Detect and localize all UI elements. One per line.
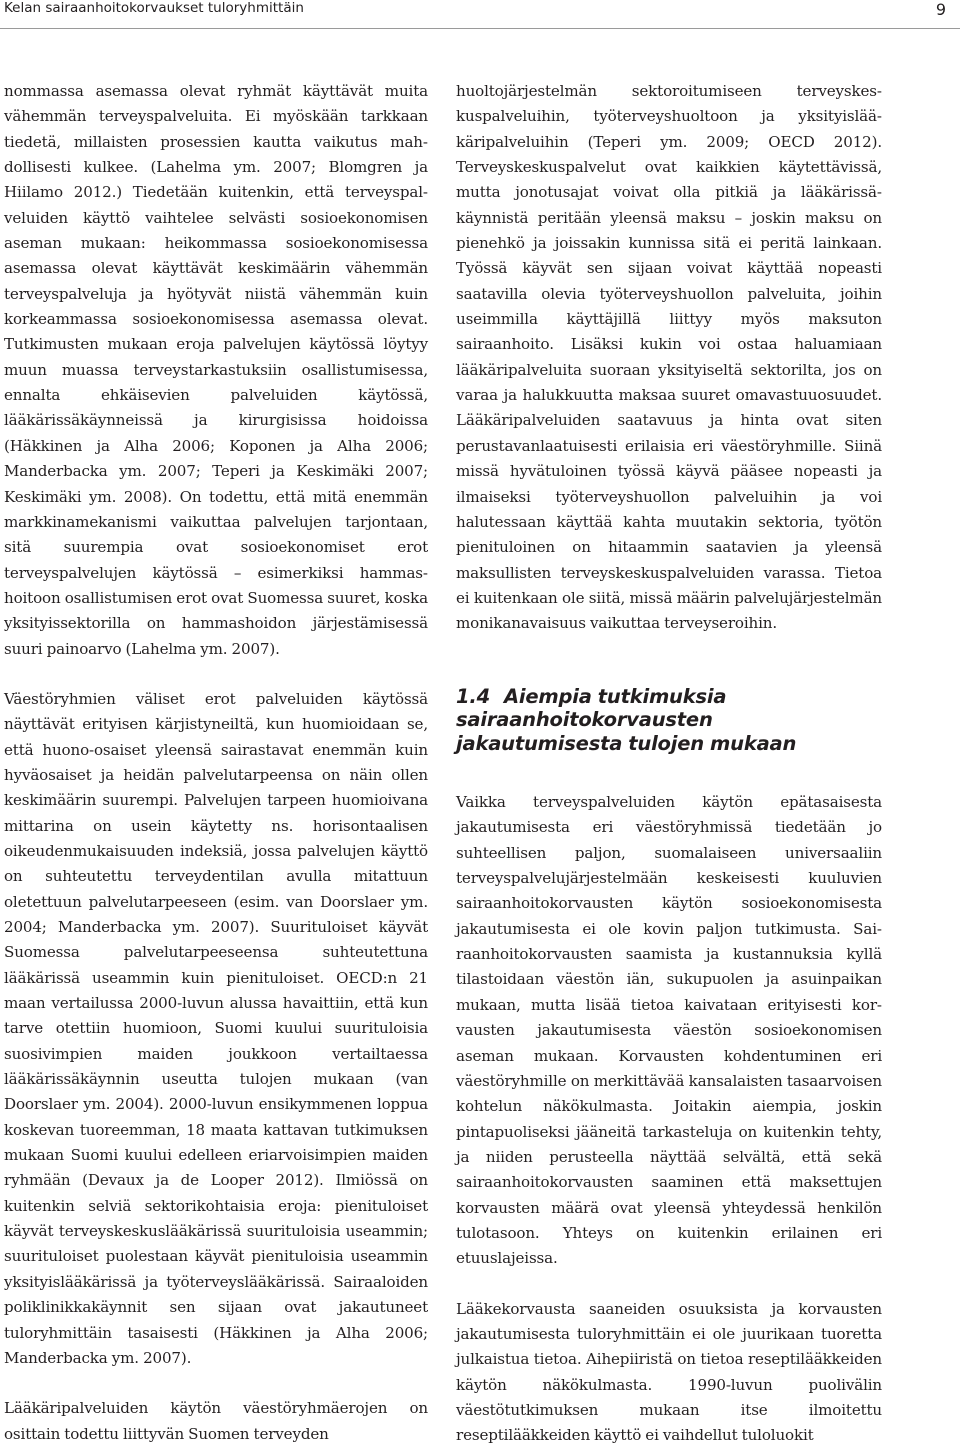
section-heading bbox=[456, 685, 882, 756]
paragraph-gap bbox=[4, 1371, 428, 1396]
left-column bbox=[4, 79, 428, 1447]
paragraph-gap bbox=[4, 662, 428, 687]
running-title: Kelan sairaanhoitokorvaukset tuloryhmittäin bbox=[4, 0, 304, 16]
body-paragraph: huoltojärjestelmän sektoroitumiseen terveyskeskuspalveluihin, työterveyshuoltoon ja yksityislääkäripalveluihin (Teperi ym. 2009; OECD 2012). Terveyskeskuspalvelut ovat kaikkien käytettävissä, mutta jonotusajat voivat olla pitkiä ja lääkärissäkäynnistä peritään yleensä maksu – joskin maksu on pienehkö ja joissakin kunnissa sitä ei peritä lainkaan. Työssä käyvät sen sijaan voivat käyttää nopeasti saatavilla olevia työterveyshuollon palveluita, joihin useimmilla käyttäjillä liittyy myös maksuton sairaanhoito. Lisäksi kukin voi ostaa haluamiaan lääkäripalveluita suoraan yksityiseltä sektorilta, jos on varaa ja halukkuutta maksaa suuret omavastuuosuudet. Lääkäripalveluiden saatavuus ja hinta ovat siten perustavanlaatuisesti erilaisia eri väestöryhmille. Siinä missä hyvätuloinen työssä käyvä pääsee nopeasti ja ilmaiseksi työterveyshuollon palveluihin ja voi halutessaan käyttää kahta muutakin sektoria, työtön pienituloinen on hitaammin saatavien ja yleensä maksullisten terveyskeskuspalveluiden varassa. Tietoa ei kuitenkaan ole siitä, missä määrin palvelujärjestelmän monikanavaisuus vaikuttaa terveyseroihin. bbox=[456, 82, 882, 633]
body-paragraph: Vaikka terveyspalveluiden käytön epätasaisesta jakautumisesta eri väestöryhmissä tiedetään jo suhteellisen paljon, suomalaiseen universaaliin terveyspalvelujärjestelmään keskeisesti kuuluvien sairaanhoitokorvausten käytön sosioekonomisesta jakautumisesta ei ole kovin paljon tutkimusta. Sairaanhoitokorvausten saamista ja kustannuksia kyllä tilastoidaan väestön iän, sukupuolen ja asuinpaikan mukaan, mutta lisää tietoa kaivataan erityisesti korvausten jakautumisesta väestön sosioekonomisen aseman mukaan. Korvausten kohdentuminen eri väestöryhmille on merkittävää kansalaisten tasaarvoisen kohtelun näkökulmasta. Joitakin aiempia, joskin pintapuoliseksi jääneitä tarkasteluja on kuitenkin tehty, ja niiden perusteella näyttää selvältä, että sekä sairaanhoitokorvausten saaminen että maksettujen korvausten määrä ovat yleensä yhteydessä henkilön tulotasoon. Yhteys on kuitenkin erilainen eri etuuslajeissa. bbox=[456, 793, 882, 1268]
body-paragraph: Lääkäripalveluiden käytön väestöryhmäerojen on osittain todettu liittyvän Suomen terveyden bbox=[4, 1399, 428, 1443]
page-number: 9 bbox=[935, 0, 946, 19]
right-column bbox=[456, 79, 882, 1449]
body-paragraph: Väestöryhmien väliset erot palveluiden käytössä näyttävät erityisen kärjistyneiltä, kun huomioidaan se, että huono-osaiset yleensä sairastavat enemmän kuin hyväosaiset ja heidän palvelutarpeensa on näin ollen keskimäärin suurempi. Palvelujen tarpeen huomioivana mittarina on usein käytetty ns. horisontaalisen oikeudenmukaisuuden indeksiä, jossa palvelujen käyttö on suhteutettu terveydentilan avulla mitattuun oletettuun palvelutarpeeseen (esim. van Doorslaer ym. 2004; Manderbacka ym. 2007). Suurituloiset käyvät Suomessa palvelutarpeeseensa suhteutettuna lääkärissä useammin kuin pienituloiset. OECD:n 21 maan vertailussa 2000-luvun alussa havaittiin, että kun tarve otettiin huomioon, Suomi kuului suurituloisia suosivimpien maiden joukkoon vertailtaessa lääkärissäkäynnin useutta tulojen mukaan (van Doorslaer ym. 2004). 2000-luvun ensikymmenen loppua koskevan tuoreemman, 18 maata kattavan tutkimuksen mukaan Suomi kuului edelleen eriarvoisimpien maiden ryhmään (Devaux ja de Looper 2012). Ilmiössä on kuitenkin selviä sektorikohtaisia eroja: pienituloiset käyvät terveyskeskuslääkärissä suurituloisia useammin; suurituloiset puolestaan käyvät pienituloisia useammin yksityislääkärissä ja työterveyslääkärissä. Sairaaloiden poliklinikkakäynnit sen sijaan ovat jakautuneet tuloryhmittäin tasaisesti (Häkkinen ja Alha 2006; Manderbacka ym. 2007). bbox=[4, 689, 428, 1367]
section-title: Aiempia tutkimuksia sairaanhoitokorvausten jakautumisesta tulojen mukaan bbox=[456, 684, 797, 755]
header-rule bbox=[0, 28, 960, 29]
body-paragraph: Lääkekorvausta saaneiden osuuksista ja korvausten jakautumisesta tuloryhmittäin ei ole juurikaan tuoretta julkaistua tietoa. Aihepiiristä on tietoa reseptilääkkeiden käytön näkökulmasta. 1990-luvun puolivälin väestötutkimuksen mukaan itse ilmoitettu reseptilääkkeiden käyttö ei vaihdellut tuloluokit bbox=[456, 1299, 882, 1445]
page-header bbox=[0, 0, 960, 30]
body-paragraph: nommassa asemassa olevat ryhmät käyttävät muita vähemmän terveyspalveluita. Ei myöskään tarkkaan tiedetä, millaisten prosessien kautta vaikutus mahdollisesti kulkee. (Lahelma ym. 2007; Blomgren ja Hiilamo 2012.) Tiedetään kuitenkin, että terveyspalveluiden käyttö vaihtelee selvästi sosioekonomisen aseman mukaan: heikommassa sosioekonomisessa asemassa olevat käyttävät keskimäärin vähemmän terveyspalveluja ja hyötyvät niistä vähemmän kuin korkeammassa sosioekonomisessa asemassa olevat. Tutkimusten mukaan eroja palvelujen käytössä löytyy muun muassa terveystarkastuksiin osallistumisessa, ennalta ehkäisevien palveluiden käytössä, lääkärissäkäynneissä ja kirurgisissa hoidoissa (Häkkinen ja Alha 2006; Koponen ja Alha 2006; Manderbacka ym. 2007; Teperi ja Keskimäki 2007; Keskimäki ym. 2008). On todettu, että mitä enemmän markkinamekanismi vaikuttaa palvelujen tarjontaan, sitä suurempia ovat sosioekonomiset erot terveyspalvelujen käytössä – esimerkiksi hammashoitoon osallistumisen erot ovat Suomessa suuret, koska yksityissektorilla on hammashoidon järjestämisessä suuri painoarvo (Lahelma ym. 2007). bbox=[4, 82, 428, 658]
paragraph-gap bbox=[456, 1272, 882, 1297]
section-number: 1.4 bbox=[456, 684, 490, 708]
